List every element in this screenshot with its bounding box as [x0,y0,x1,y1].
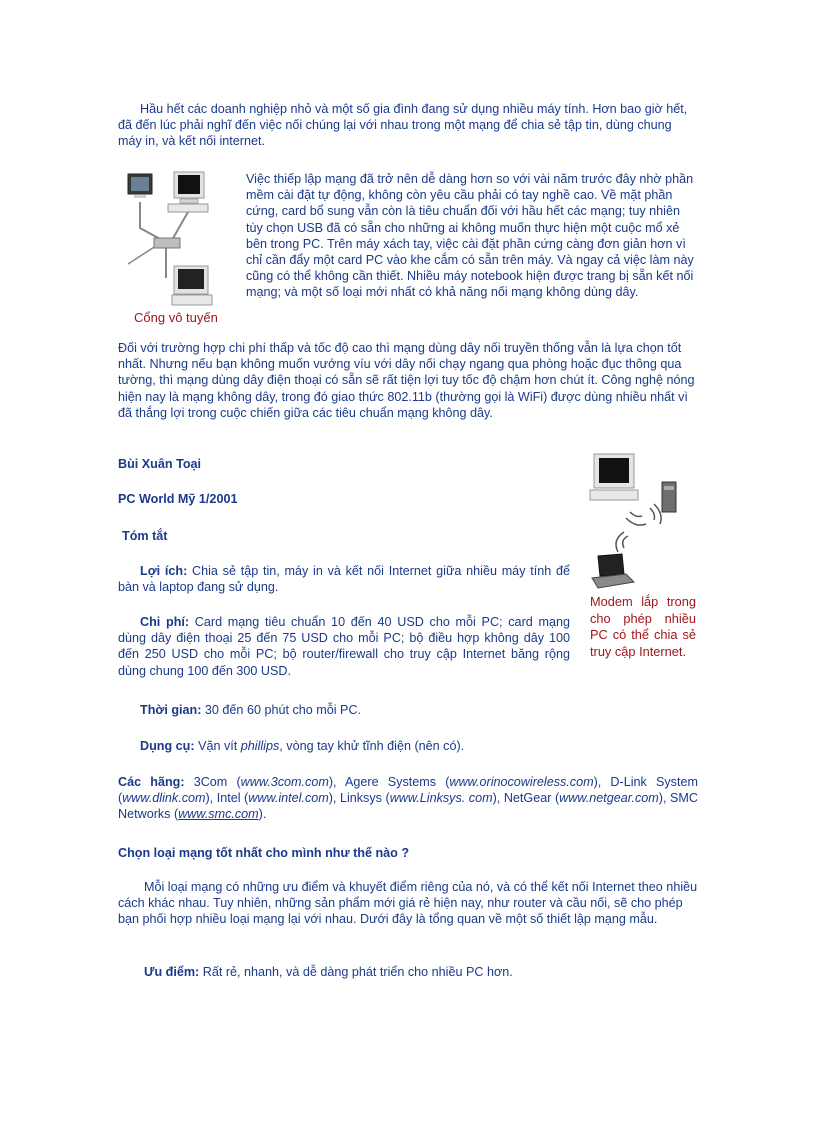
desktop-pc-icon [590,454,638,500]
vendors-text: ), SMC Networks ( [118,791,698,822]
vendors-label: Các hãng: [118,775,185,789]
vendors-text: 3Com ( [184,775,241,789]
time-label: Thời gian: [140,703,202,717]
vendors-paragraph [118,774,698,823]
cost-label: Chi phí: [140,615,190,629]
setup-paragraph: Việc thiếp lập mạng đã trở nên dễ dàng hơn so với vài năm trước đây nhờ phần mềm cài đặt tự động, không còn yêu cầu phải có tay nghề cao. Về mặt phần cứng, card bổ sung vẫn còn là tiêu chuẩn đối với hầu hết các mạng; tuy nhiên tùy chọn USB đã có sẵn cho những ai không muốn thực hiện một cuộc mổ xẻ bên trong PC. Trên máy xách tay, việc cài đặt phần cứng càng đơn giản hơn vì chỉ cần đẩy một card PC vào khe cắm có sẵn trên máy. Và ngay cả việc làm này cũng có thể không cần thiết. Nhiều máy notebook hiện được trang bị sẵn kết nối mạng; và một số loại mới nhất có khả năng nối mạng không dùng dây. [246,172,694,300]
hub-icon [154,238,180,248]
laptop-icon [592,554,634,588]
vendor-url-netgear: www.netgear.com [559,791,659,806]
wired-paragraph: Đối với trường hợp chi phí thấp và tốc độ cao thì mạng dùng dây nối truyền thống vẫn là lựa chọn tốt nhất. Nhưng nếu bạn không muốn vướng víu với dây nối chạy ngang qua phòng hoặc đục thông qua tường, thì mạng dùng dây điện thoại có sẵn sẽ rất tiện lợi tuy tốc độ chậm hơn chút ít. Công nghệ nóng hiện nay là mạng không dây, trong đó giao thức 802.11b (thường gọi là WiFi) được dùng nhiều nhất vì đã thắng lợi trong cuộc chiến giữa các tiêu chuẩn mạng không dây. [118,341,695,420]
tools-text: Vặn vít [194,739,241,753]
vendors-text: ), D-Link System ( [118,775,698,806]
summary-title: Tóm tắt [122,529,168,543]
vendors-text: ), Intel ( [205,791,249,806]
desktop-pc-icon [172,266,212,305]
vendors-text: ), Linksys ( [328,791,390,806]
benefit-text: Chia sẻ tập tin, máy in và kết nối Internet giữa nhiều máy tính để bàn và laptop đang sử dụng. [118,564,570,595]
figure-caption-gateway: Cổng vô tuyến [134,310,218,325]
benefit-paragraph [118,563,570,595]
advantage-label: Ưu điểm: [144,965,200,979]
benefit-label: Lợi ích: [140,564,188,578]
time-paragraph [118,702,361,718]
vendor-url-smc-link[interactable]: www.smc.com [178,807,259,822]
desktop-pc-icon [128,174,152,198]
vendors-text: ), Agere Systems ( [328,775,450,789]
desktop-pc-icon [168,172,208,212]
vendors-text: ), NetGear ( [492,791,560,806]
vendor-url-3com: www.3com.com [240,775,329,789]
modem-icon [662,482,676,512]
advantage-paragraph [118,964,513,980]
choose-network-heading: Chọn loại mạng tốt nhất cho mình như thế nào ? [118,846,410,860]
tools-paragraph [118,738,464,754]
vendor-url-dlink: www.dlink.com [122,791,206,806]
tools-text-after: , vòng tay khử tĩnh điện (nên có). [279,739,465,753]
source-line: PC World Mỹ 1/2001 [118,492,238,506]
intro-paragraph: Hầu hết các doanh nghiệp nhỏ và một số gia đình đang sử dụng nhiều máy tính. Hơn bao giờ hết, đã đến lúc phải nghĩ đến việc nối chúng lại với nhau trong một mạng để chia sẻ tập tin, dùng chung máy in, và kết nối internet. [118,102,688,149]
tools-label: Dụng cụ: [140,739,195,753]
cost-paragraph [118,614,570,679]
figure-caption-modem: Modem lắp trong cho phép nhiều PC có thể chia sẻ truy cập Internet. [590,594,696,659]
advantage-text: Rất rẻ, nhanh, và dễ dàng phát triển cho nhiều PC hơn. [199,965,513,979]
network-gateway-image [122,168,224,308]
cost-text: Card mạng tiêu chuẩn 10 đến 40 USD cho mỗi PC; card mạng dùng dây điện thoại 25 đến 75 USD cho mỗi PC; bộ điều hợp không dây 100 đến 250 USD cho mỗi PC; bộ router/firewall cho truy cập Internet băng rộng dùng chung 100 đến 300 USD. [118,615,570,678]
vendor-url-intel: www.intel.com [248,791,329,806]
wireless-modem-image [586,452,698,592]
tools-italic: phillips [240,739,280,753]
author-name: Bùi Xuân Toại [118,457,202,471]
choose-paragraph: Mỗi loại mạng có những ưu điểm và khuyết điểm riêng của nó, và có thể kết nối Internet theo nhiều cách khác nhau. Tuy nhiên, những sản phẩm mới giá rẻ hiện nay, như router và cầu nối, sẽ cho phép bạn phối hợp nhiều loại mạng lại với nhau. Dưới đây là tổng quan về một số thiết lập mạng mẫu. [118,880,698,927]
vendor-url-linksys: www.Linksys. com [389,791,493,806]
vendors-text: ). [258,807,267,822]
time-text: 30 đến 60 phút cho mỗi PC. [201,703,362,717]
vendor-url-agere: www.orinocowireless.com [449,775,594,789]
wireless-waves-icon [616,504,661,552]
